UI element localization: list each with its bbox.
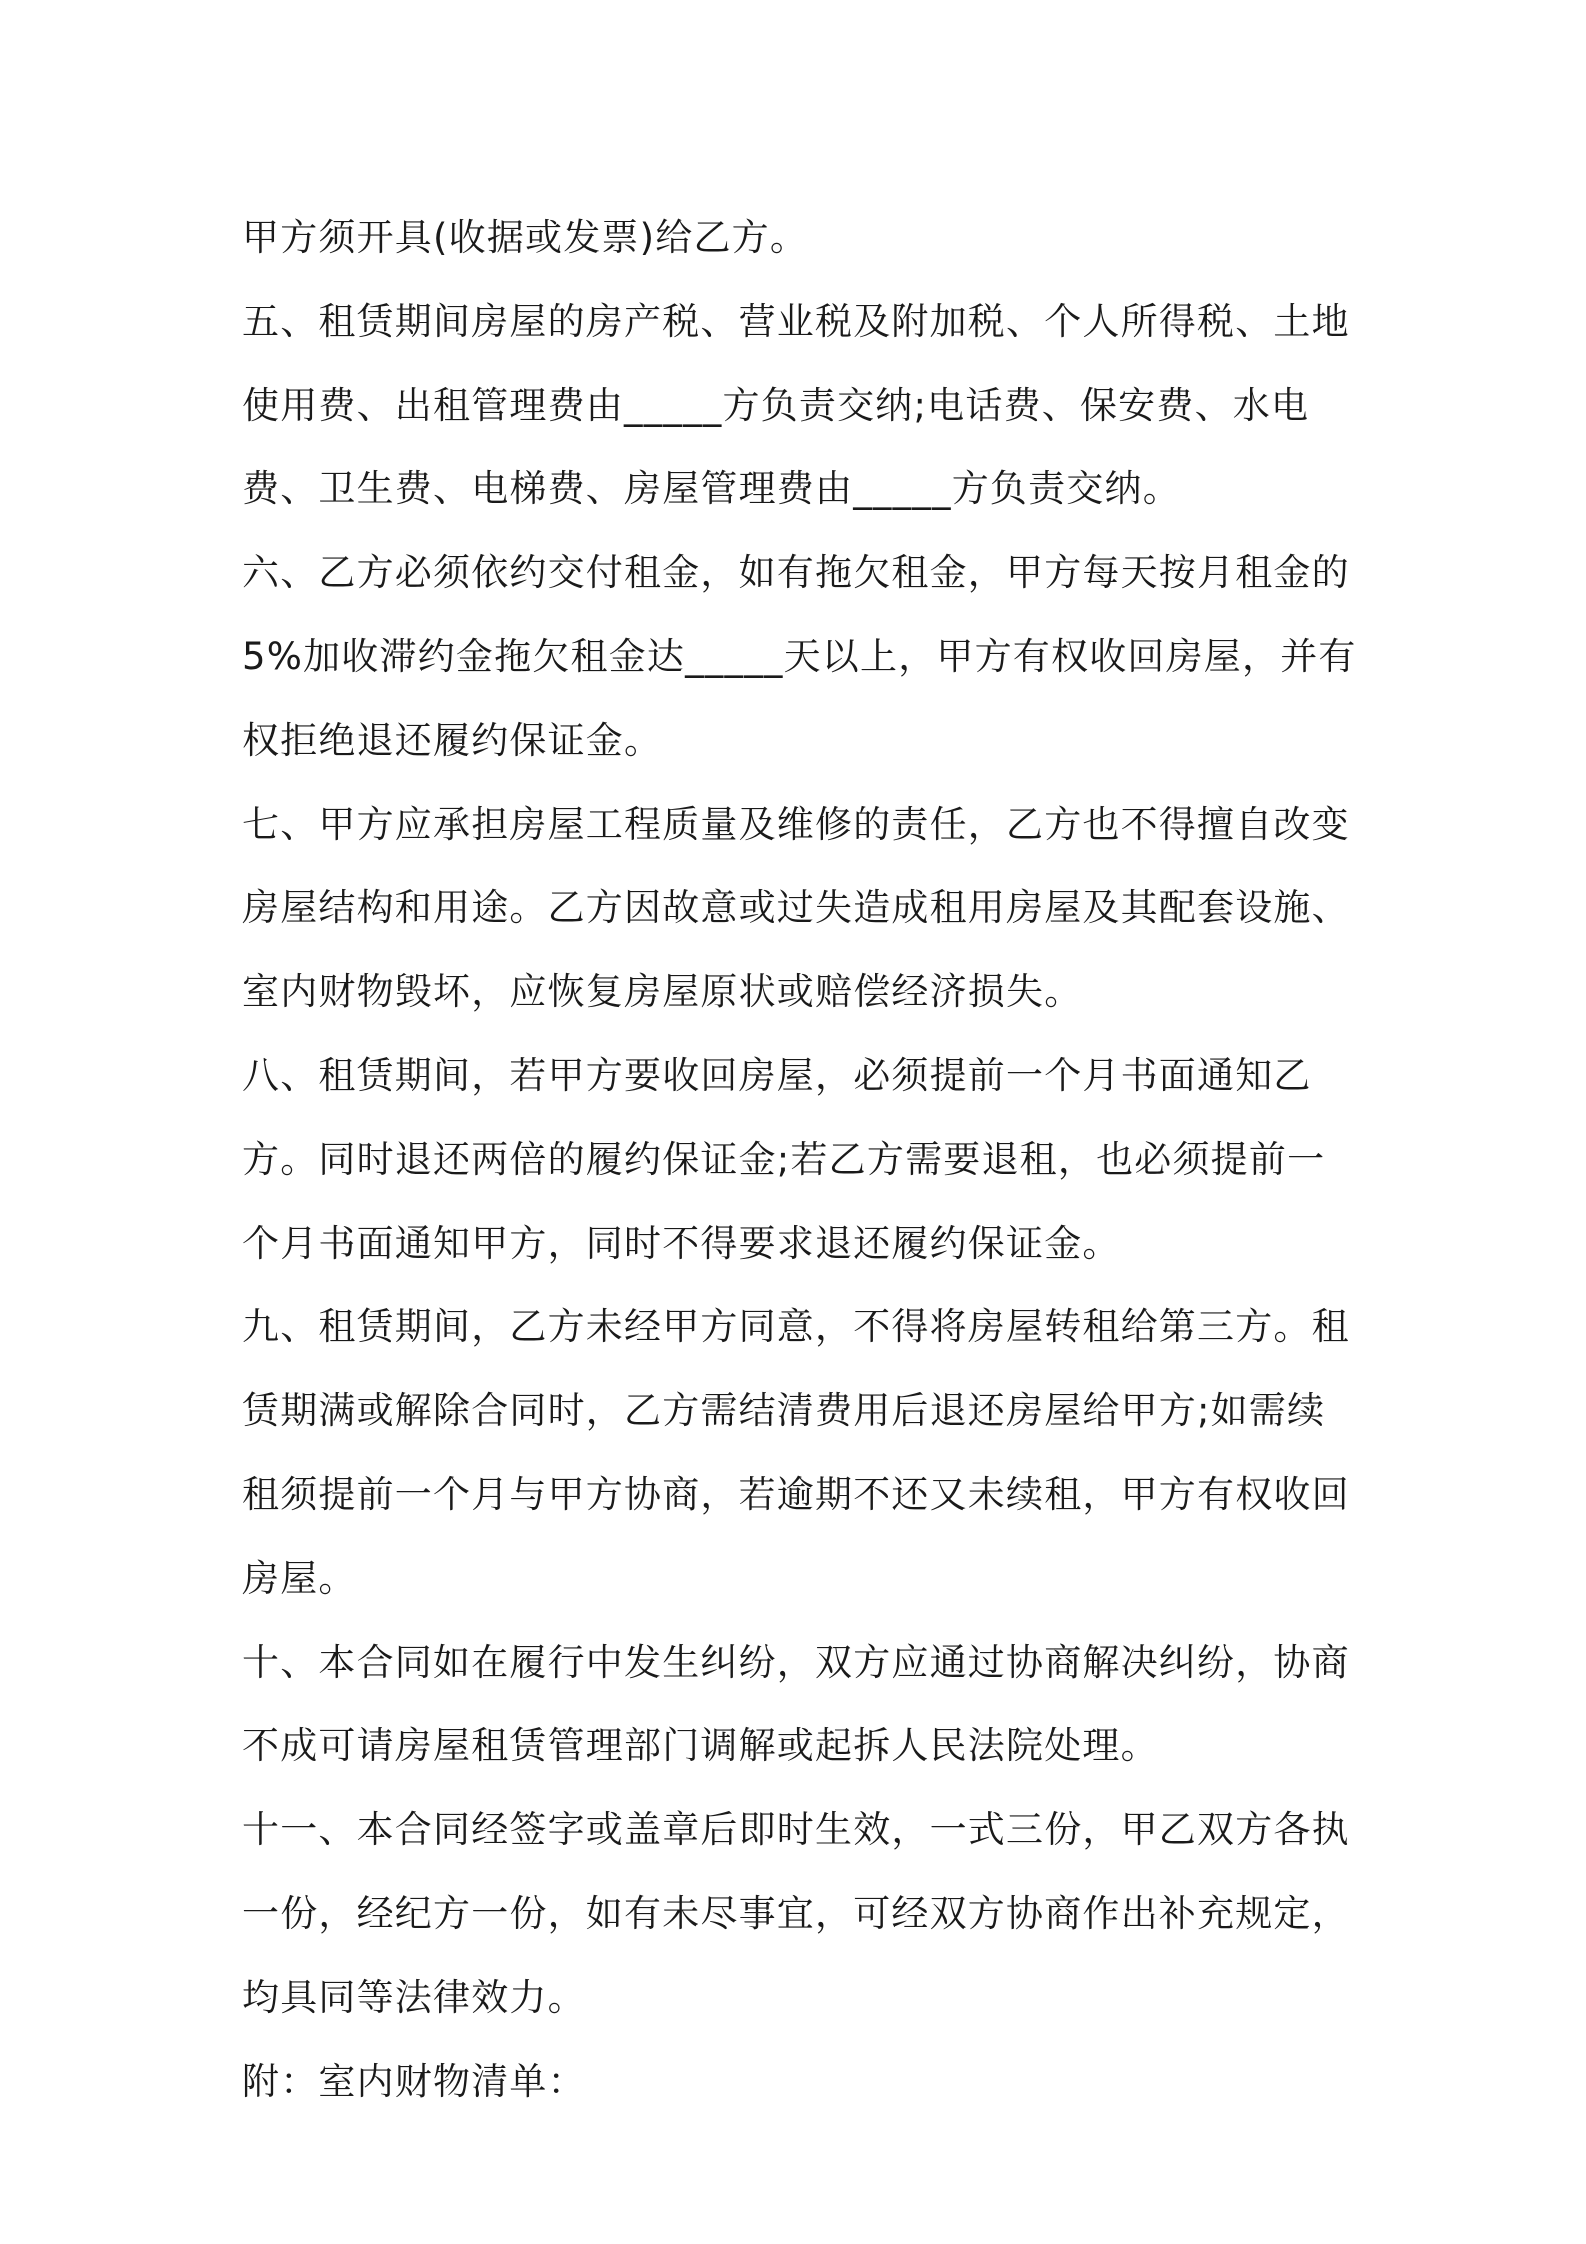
paragraph-attachment-inventory: 附：室内财物清单： — [242, 2059, 586, 2103]
paragraph-receipt-clause: 甲方须开具(收据或发票)给乙方。 — [242, 216, 809, 259]
paragraph-clause-5-taxes-fees: 五、租赁期间房屋的房产税、营业税及附加税、个人所得税、土地使用费、出租管理费由_____方负责交纳;电话费、保安费、水电费、卫生费、电梯费、房屋管理费由_____方负责交纳。 — [242, 299, 1350, 511]
paragraph-clause-11-effectiveness: 十一、本合同经签字或盖章后即时生效，一式三份，甲乙双方各执一份，经纪方一份，如有未尽事宜，可经双方协商作出补充规定，均具同等法律效力。 — [242, 1808, 1350, 2019]
paragraph-clause-9-sublease: 九、租赁期间，乙方未经甲方同意，不得将房屋转租给第三方。租赁期满或解除合同时，乙方需结清费用后退还房屋给甲方;如需续租须提前一个月与甲方协商，若逾期不还又未续租，甲方有权收回房屋。 — [242, 1305, 1350, 1600]
paragraph-clause-6-rent-payment: 六、乙方必须依约交付租金，如有拖欠租金，甲方每天按月租金的5%加收滞约金拖欠租金达_____天以上，甲方有权收回房屋，并有权拒绝退还履约保证金。 — [242, 551, 1357, 762]
paragraph-clause-7-maintenance: 七、甲方应承担房屋工程质量及维修的责任，乙方也不得擅自改变房屋结构和用途。乙方因故意或过失造成租用房屋及其配套设施、室内财物毁坏，应恢复房屋原状或赔偿经济损失。 — [242, 802, 1350, 1014]
document-body — [242, 196, 1360, 2123]
paragraph-clause-10-disputes: 十、本合同如在履行中发生纠纷，双方应通过协商解决纠纷，协商不成可请房屋租赁管理部门调解或起拆人民法院处理。 — [242, 1640, 1350, 1768]
paragraph-clause-8-early-termination: 八、租赁期间，若甲方要收回房屋，必须提前一个月书面通知乙方。同时退还两倍的履约保证金;若乙方需要退租，也必须提前一个月书面通知甲方，同时不得要求退还履约保证金。 — [242, 1053, 1326, 1265]
